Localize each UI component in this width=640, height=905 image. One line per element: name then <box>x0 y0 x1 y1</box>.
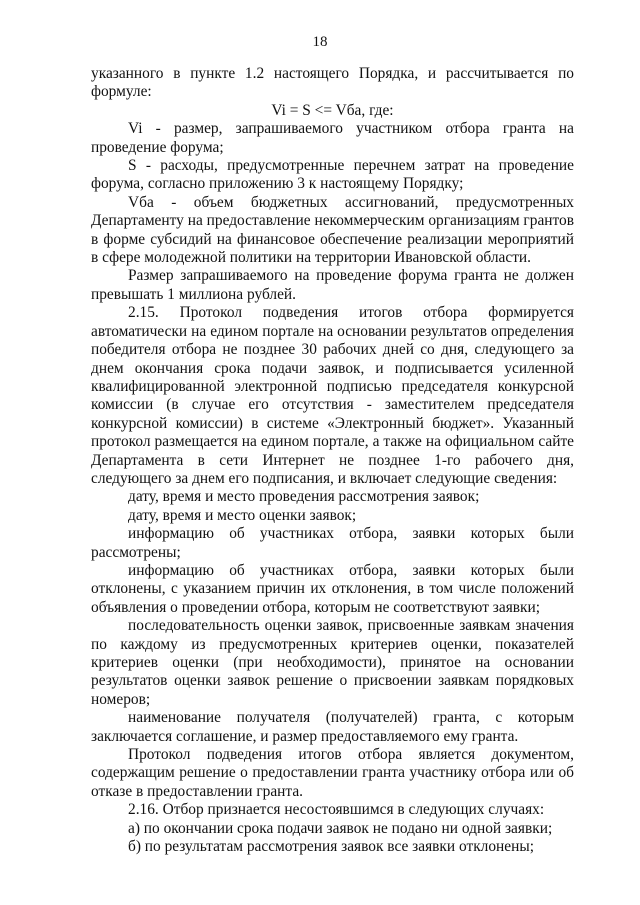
paragraph-grant-limit: Размер запрашиваемого на проведение форума гранта не должен превышать 1 миллиона рублей. <box>91 267 574 303</box>
paragraph-vi-definition: Vi - размер, запрашиваемого участником отбора гранта на проведение форума; <box>91 120 574 156</box>
list-item-evaluation-date: дату, время и место оценки заявок; <box>128 506 357 524</box>
paragraph-2-16: 2.16. Отбор признается несостоявшимся в следующих случаях: <box>128 801 545 819</box>
list-item-rejected-participants: информацию об участниках отбора, заявки которых были отклонены, с указанием причин их отклонения, в том числе положений объявления о проведении отбора, которым не соответствуют заявки; <box>91 561 574 616</box>
list-item-review-date: дату, время и место проведения рассмотрения заявок; <box>128 488 480 506</box>
list-item-no-applications: а) по окончании срока подачи заявок не подано ни одной заявки; <box>128 819 553 837</box>
paragraph-2-15: 2.15. Протокол подведения итогов отбора формируется автоматически на едином портале на основании результатов определения победителя отбора не позднее 30 рабочих дней со дня, следующего за днем окончания срока подачи заявок, и подписывается усиленной квалифицированной электронной подписью председателя конкурсной комиссии (в случае его отсутствия - заместителем председателя конкурсной комиссии) в системе «Электронный бюджет». Указанный протокол размещается на едином портале, а также на официальном сайте Департамента в сети Интернет не позднее 1-го рабочего дня, следующего за днем его подписания, и включает следующие сведения: <box>91 304 574 487</box>
paragraph-protocol-document: Протокол подведения итогов отбора является документом, содержащим решение о предоставлении гранта участнику отбора или об отказе в предоставлении гранта. <box>91 746 574 800</box>
page-number: 18 <box>312 34 328 50</box>
body-text <box>91 65 574 856</box>
list-item-evaluation-sequence: последовательность оценки заявок, присвоенные заявкам значения по каждому из предусмотренных критериев оценки, показателей критериев оценки (при необходимости), принятое на основании результатов оценки заявок решение о присвоении заявкам порядковых номеров; <box>91 617 574 708</box>
paragraph-s-definition: S - расходы, предусмотренные перечнем затрат на проведение форума, согласно приложению 3 к настоящему Порядку; <box>91 157 574 193</box>
list-item-grant-recipient: наименование получателя (получателей) гранта, с которым заключается соглашение, и размер предоставляемого ему гранта. <box>91 709 574 745</box>
list-item-all-rejected: б) по результатам рассмотрения заявок все заявки отклонены; <box>128 838 534 856</box>
formula: Vi = S <= Vба, где: <box>271 101 394 119</box>
paragraph-vba-definition: Vба - объем бюджетных ассигнований, предусмотренных Департаменту на предоставление некоммерческим организациям грантов в форме субсидий на финансовое обеспечение реализации мероприятий в сфере молодежной политики на территории Ивановской области. <box>91 193 574 267</box>
paragraph-formula-intro: указанного в пункте 1.2 настоящего Порядка, и рассчитывается по формуле: <box>91 65 574 101</box>
list-item-reviewed-participants: информацию об участниках отбора, заявки которых были рассмотрены; <box>91 525 574 561</box>
